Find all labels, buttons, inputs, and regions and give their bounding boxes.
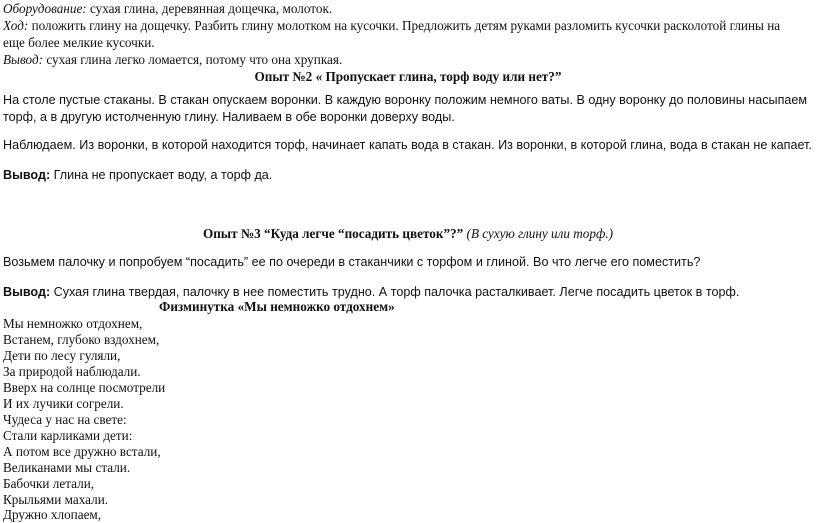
conclusion-1-label: Вывод: xyxy=(3,52,44,67)
poem-line: Вверх на солнце посмотрели xyxy=(3,380,166,395)
poem-line: Великанами мы стали. xyxy=(3,460,131,475)
experiment-3-paragraph-1: Возьмем палочку и попробуем “посадить” ее по очереди в стаканчики с торфом и глиной. Во что легче его поместить? xyxy=(3,255,701,269)
experiment-3-conclusion-text: Сухая глина твердая, палочку в нее поместить трудно. А торф палочка расталкивает. Легче посадить цветок в торф. xyxy=(50,285,740,299)
poem-line: Крыльями махали. xyxy=(3,492,109,507)
experiment-3-conclusion-label: Вывод: xyxy=(3,285,51,299)
conclusion-1-text: сухая глина легко ломается, потому что она хрупкая. xyxy=(43,52,343,67)
experiment-2-conclusion-label: Вывод: xyxy=(3,168,51,182)
experiment-3-conclusion xyxy=(3,284,739,300)
poem-line: За природой наблюдали. xyxy=(3,364,141,379)
experiment-3-subtitle: (В сухую глину или торф.) xyxy=(463,226,614,241)
conclusion-1-line xyxy=(3,52,342,68)
procedure-text-1: положить глину на дощечку. Разбить глину молотком на кусочки. Предложить детям руками разломить кусочки расколотой глины на xyxy=(28,18,781,33)
equipment-text: сухая глина, деревянная дощечка, молоток. xyxy=(86,1,333,16)
experiment-3-title: Опыт №3 “Куда легче “посадить цветок”?” xyxy=(202,226,464,241)
procedure-label: Ход: xyxy=(3,18,29,33)
experiment-2-conclusion-text: Глина не пропускает воду, а торф да. xyxy=(50,168,273,182)
poem-line: Дети по лесу гуляли, xyxy=(3,348,121,363)
experiment-2-paragraph-2: Наблюдаем. Из воронки, в которой находится торф, начинает капать вода в стакан. Из воронки, в которой глина, вода в стакан не капает. xyxy=(3,138,812,152)
procedure-line-2: еще более мелкие кусочки. xyxy=(3,35,155,50)
poem-line: Стали карликами дети: xyxy=(3,428,133,443)
experiment-2-paragraph-1-line-1: На столе пустые стаканы. В стакан опускаем воронки. В каждую воронку положим немного ваты. В одну воронку до половины насыпаем xyxy=(3,93,808,107)
experiment-3-heading xyxy=(0,226,816,242)
poem-line: Чудеса у нас на свете: xyxy=(3,412,127,427)
poem-line: Бабочки летали, xyxy=(3,476,95,491)
equipment-label: Оборудование: xyxy=(3,1,87,16)
poem-line: И их лучики согрели. xyxy=(3,396,124,411)
poem-line: Дружно хлопаем, xyxy=(3,507,102,522)
experiment-2-conclusion xyxy=(3,167,272,183)
equipment-line xyxy=(3,1,332,17)
procedure-line-1 xyxy=(3,18,780,34)
fizminutka-title: Физминутка «Мы немножко отдохнем» xyxy=(159,299,395,314)
poem-line: Встанем, глубоко вздохнем, xyxy=(3,332,160,347)
poem-line: А потом все дружно встали, xyxy=(3,444,161,459)
experiment-2-paragraph-1-line-2: торф, а в другую истолченную глину. Наливаем в обе воронки доверху воды. xyxy=(3,110,455,124)
experiment-2-title: Опыт №2 « Пропускает глина, торф воду или нет?” xyxy=(254,69,562,84)
poem-line: Мы немножко отдохнем, xyxy=(3,316,143,331)
